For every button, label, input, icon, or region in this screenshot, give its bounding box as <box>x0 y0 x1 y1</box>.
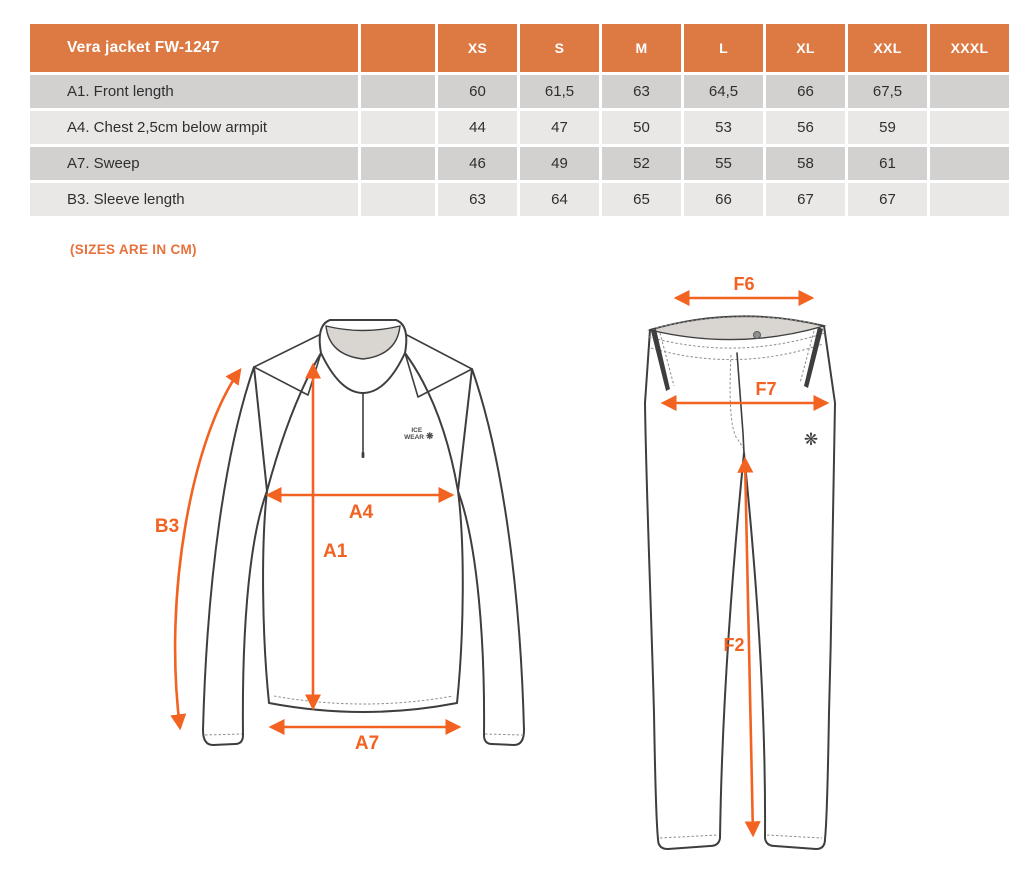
a7-label: A7 <box>354 733 380 754</box>
size-col-header-l: L <box>684 24 763 72</box>
snowflake-icon: ❋ <box>803 430 819 449</box>
size-value-cell: 52 <box>602 147 681 180</box>
size-table-wrapper <box>27 21 1012 219</box>
size-value-cell: 56 <box>766 111 845 144</box>
row-label: B3. Sleeve length <box>30 183 358 216</box>
table-row-sleeve-length <box>30 183 1009 216</box>
right-shoulder-seam <box>405 335 472 397</box>
brand-logo: ICE WEAR <box>404 427 424 441</box>
snowflake-icon: ❋ <box>426 431 434 441</box>
row-label: A7. Sweep <box>30 147 358 180</box>
pants-diagram <box>620 273 860 873</box>
a4-label: A4 <box>348 502 374 523</box>
left-shoulder-seam <box>254 335 321 395</box>
size-col-header-xxxl: XXXL <box>930 24 1009 72</box>
size-value-cell: 63 <box>602 75 681 108</box>
row-label: A4. Chest 2,5cm below armpit <box>30 111 358 144</box>
size-value-cell: 67,5 <box>848 75 927 108</box>
size-value-cell: 60 <box>438 75 517 108</box>
table-title: Vera jacket FW-1247 <box>30 24 358 72</box>
size-value-cell: 59 <box>848 111 927 144</box>
zip-pull <box>362 452 365 458</box>
spacer-cell <box>361 111 435 144</box>
b3-label: B3 <box>154 516 180 537</box>
size-value-cell: 64 <box>520 183 599 216</box>
size-value-cell: 55 <box>684 147 763 180</box>
size-value-cell: 49 <box>520 147 599 180</box>
size-value-cell: 67 <box>848 183 927 216</box>
size-value-cell: 61,5 <box>520 75 599 108</box>
size-col-header-xs: XS <box>438 24 517 72</box>
header-spacer-cell <box>361 24 435 72</box>
size-value-cell: 66 <box>766 75 845 108</box>
size-col-header-s: S <box>520 24 599 72</box>
size-value-cell <box>930 183 1009 216</box>
f7-label: F7 <box>755 379 777 399</box>
a1-label: A1 <box>323 541 348 562</box>
spacer-cell <box>361 75 435 108</box>
table-row-front-length <box>30 75 1009 108</box>
table-row-chest <box>30 111 1009 144</box>
size-value-cell <box>930 111 1009 144</box>
waist-button <box>754 332 761 339</box>
size-value-cell: 65 <box>602 183 681 216</box>
f6-label: F6 <box>733 274 755 294</box>
size-value-cell: 58 <box>766 147 845 180</box>
jacket-right-sleeve <box>458 369 524 745</box>
header-row <box>30 24 1009 72</box>
size-col-header-xl: XL <box>766 24 845 72</box>
jacket-diagram <box>140 305 540 765</box>
size-value-cell: 46 <box>438 147 517 180</box>
size-table <box>27 21 1012 219</box>
size-value-cell: 67 <box>766 183 845 216</box>
size-value-cell: 53 <box>684 111 763 144</box>
size-value-cell: 63 <box>438 183 517 216</box>
sizes-in-cm-note: (SIZES ARE IN CM) <box>70 242 197 257</box>
size-value-cell: 66 <box>684 183 763 216</box>
row-label: A1. Front length <box>30 75 358 108</box>
spacer-cell <box>361 183 435 216</box>
spacer-cell <box>361 147 435 180</box>
size-value-cell: 64,5 <box>684 75 763 108</box>
size-value-cell: 61 <box>848 147 927 180</box>
size-value-cell <box>930 75 1009 108</box>
size-value-cell: 44 <box>438 111 517 144</box>
table-row-sweep <box>30 147 1009 180</box>
size-col-header-xxl: XXL <box>848 24 927 72</box>
size-value-cell <box>930 147 1009 180</box>
size-col-header-m: M <box>602 24 681 72</box>
size-value-cell: 47 <box>520 111 599 144</box>
size-value-cell: 50 <box>602 111 681 144</box>
f2-label: F2 <box>723 635 745 655</box>
